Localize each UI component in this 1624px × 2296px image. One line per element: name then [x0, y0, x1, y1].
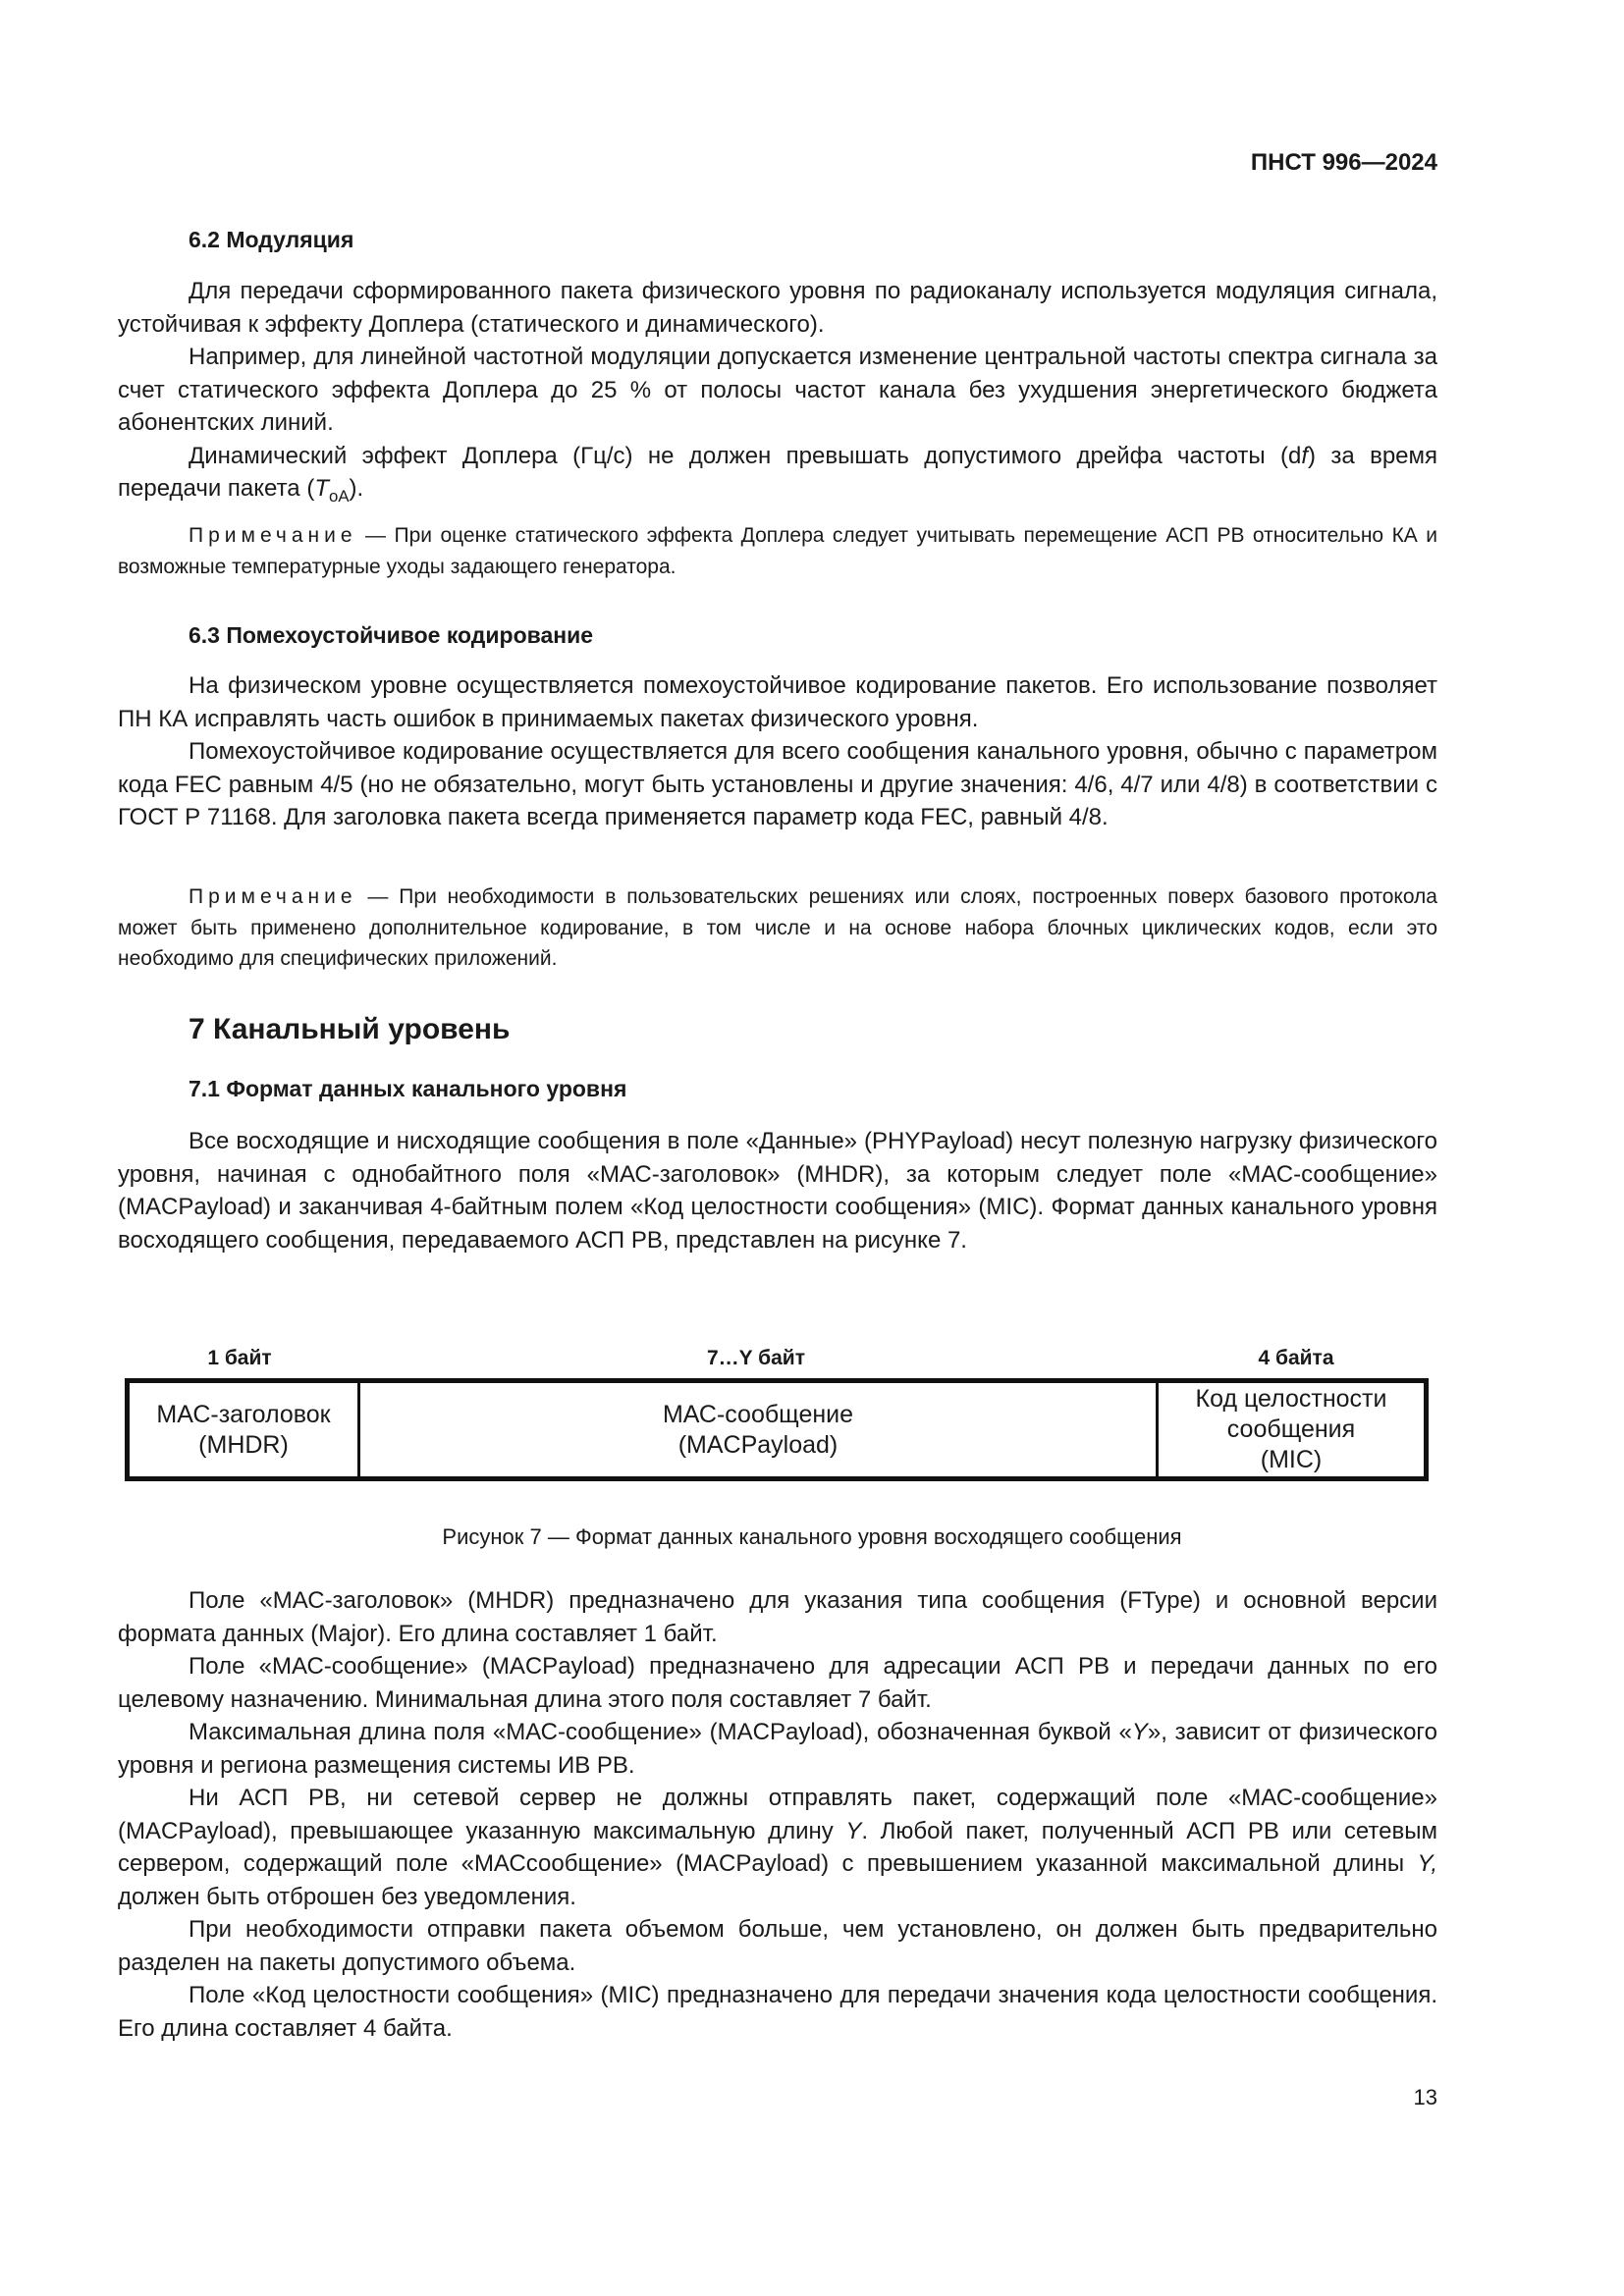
paragraph: [118, 1650, 1437, 1716]
subscript-text: оА: [328, 486, 350, 506]
paragraph: [118, 1125, 1437, 1256]
paragraph: [118, 440, 1437, 513]
text-run: Для передачи сформированного пакета физического уровня по радиоканалу используется модуляция сигнала, устойчивая к эффекту Доплера (статического и динамического).: [118, 278, 1437, 338]
figure-caption: Рисунок 7 — Формат данных канального уровня восходящего сообщения: [442, 1524, 1182, 1549]
field-name: Код целостности сообщения: [1195, 1385, 1387, 1443]
section-6-3-body: [118, 669, 1437, 834]
italic-text: Y: [1131, 1719, 1148, 1745]
text-run: должен быть отброшен без уведомления.: [118, 1883, 576, 1910]
section-7-1-intro: [118, 1125, 1437, 1256]
field-mhdr: [130, 1383, 360, 1476]
note-label: Примечание: [189, 885, 357, 908]
italic-text: Y: [845, 1817, 862, 1844]
text-run: На физическом уровне осуществляется помехоустойчивое кодирование пакетов. Его использование позволяет ПН КА исправлять часть ошибок в принимаемых пакетах физического уровня.: [118, 672, 1437, 732]
text-run: При необходимости отправки пакета объемом больше, чем установлено, он должен быть предварительно разделен на пакеты допустимого объема.: [118, 1916, 1437, 1976]
paragraph: [118, 341, 1437, 440]
field-name: МАС-заголовок: [156, 1400, 331, 1428]
paragraph: [118, 1979, 1437, 2045]
page-number: 13: [1413, 2085, 1437, 2109]
text-run: Ни АСП РВ, ни сетевой сервер не должны отправлять пакет, содержащий поле «МАС-сообщение» (MACPayload), превышающее указанную максимальную длину: [118, 1785, 1437, 1844]
paragraph: [118, 669, 1437, 735]
text-run: Помехоустойчивое кодирование осуществляется для всего сообщения канального уровня, обычно с параметром кода FEC равным 4/5 (но не обязательно, могут быть установлены и другие значения: 4/6, 4/7 или 4/8) в соответствии с ГОСТ Р 71168. Для заголовка пакета всегда применяется параметр кода FEC, равный 4/8.: [118, 738, 1437, 830]
text-run: . Любой пакет, полученный АСП РВ или сетевым сервером, содержащий поле «МАСсообщение» (MACPayload) с превышением указанной максимальной длины: [118, 1817, 1437, 1877]
text-run: ) за время передачи пакета (: [118, 442, 1438, 502]
field-name: МАС-сообщение: [662, 1400, 854, 1428]
italic-text: f: [1301, 442, 1309, 469]
text-run: Динамический эффект Доплера (Гц/с) не должен превышать допустимого дрейфа частоты (d: [189, 442, 1302, 469]
italic-text: Y,: [1417, 1850, 1437, 1877]
figure-size-label: 4 байта: [1258, 1347, 1334, 1369]
section-6-3-heading: 6.3 Помехоустойчивое кодирование: [189, 622, 594, 648]
italic-text: T: [314, 475, 329, 502]
text-run: Поле «МАС-сообщение» (MACPayload) предназначено для адресации АСП РВ и передачи данных по его целевому назначению. Минимальная длина этого поля составляет 7 байт.: [118, 1653, 1437, 1713]
document-header: ПНСТ 996—2024: [1250, 149, 1437, 176]
text-run: », зависит от физического уровня и региона размещения системы ИВ РВ.: [118, 1719, 1438, 1779]
field-abbr: (MIC): [1260, 1446, 1323, 1473]
note: [118, 881, 1437, 975]
note: [118, 520, 1437, 582]
field-abbr: (MHDR): [198, 1430, 289, 1459]
text-run: Максимальная длина поля «МАС-сообщение» (MACPayload), обозначенная буквой «: [189, 1719, 1132, 1745]
paragraph: [118, 1782, 1437, 1913]
paragraph: [118, 275, 1437, 341]
section-7-1-body: [118, 1584, 1437, 2045]
paragraph: [118, 1913, 1437, 1979]
text-run: Поле «Код целостности сообщения» (MIC) предназначено для передачи значения кода целостности сообщения. Его длина составляет 4 байта.: [118, 1982, 1437, 2042]
text-run: Все восходящие и нисходящие сообщения в поле «Данные» (PHYPayload) несут полезную нагрузку физического уровня, начиная с однобайтного поля «МАС-заголовок» (MHDR), за которым следует поле «МАС-сообщение» (MACPayload) и заканчивая 4-байтным полем «Код целостности сообщения» (MIC). Формат данных канального уровня восходящего сообщения, передаваемого АСП РВ, представлен на рисунке 7.: [118, 1128, 1437, 1254]
section-7-1-heading: 7.1 Формат данных канального уровня: [189, 1076, 627, 1101]
frame-format-diagram: [125, 1378, 1429, 1481]
paragraph: [118, 1716, 1437, 1782]
paragraph: [118, 735, 1437, 834]
paragraph: [118, 1584, 1437, 1650]
field-mic: [1159, 1383, 1424, 1476]
field-abbr: (MACPayload): [677, 1430, 839, 1459]
text-run: Поле «МАС-заголовок» (MHDR) предназначено для указания типа сообщения (FType) и основной версии формата данных (Major). Его длина составляет 1 байт.: [118, 1587, 1437, 1647]
figure-size-label: 1 байт: [207, 1347, 272, 1369]
section-6-2-heading: 6.2 Модуляция: [189, 227, 354, 252]
note-text: — При оценке статического эффекта Доплера следует учитывать перемещение АСП РВ относительно КА и возможные температурные уходы задающего генератора.: [118, 524, 1437, 578]
section-7-heading: 7 Канальный уровень: [189, 1013, 511, 1045]
section-6-2-body: [118, 275, 1437, 512]
text-run: ).: [349, 475, 364, 502]
figure-size-label: 7…Y байт: [707, 1347, 805, 1369]
note-text: — При необходимости в пользовательских решениях или слоях, построенных поверх базового протокола может быть применено дополнительное кодирование, в том числе и на основе набора блочных циклических кодов, если это необходимо для специфических приложений.: [118, 885, 1437, 970]
note-label: Примечание: [189, 524, 357, 547]
field-macpayload: [360, 1383, 1159, 1476]
text-run: Например, для линейной частотной модуляции допускается изменение центральной частоты спектра сигнала за счет статического эффекта Доплера до 25 % от полосы частот канала без ухудшения энергетического бюджета абонентских линий.: [118, 344, 1437, 436]
